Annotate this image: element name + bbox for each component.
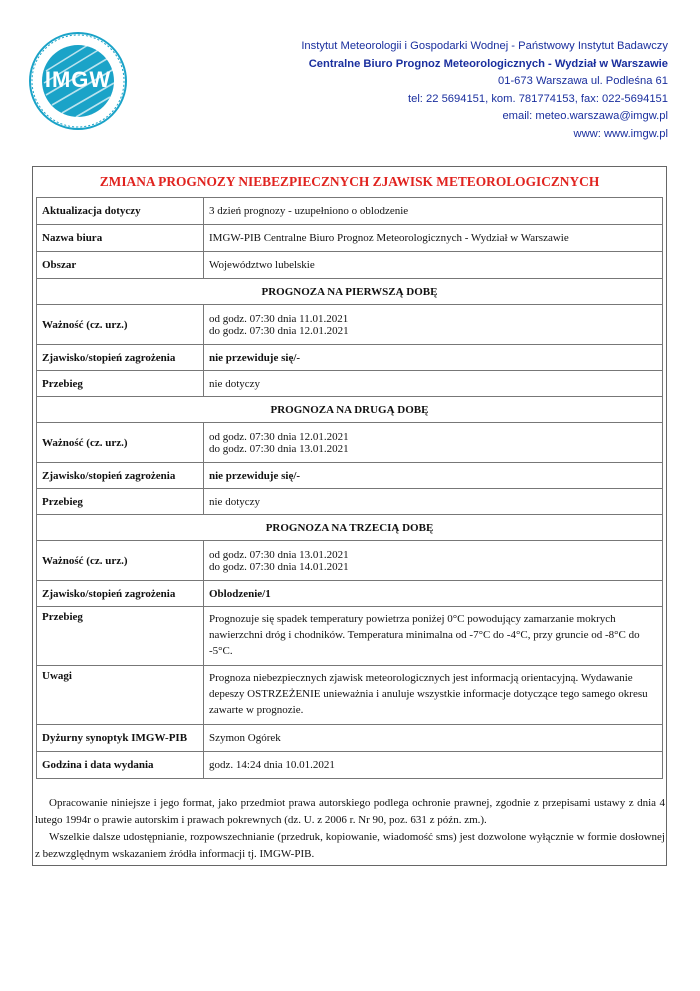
section-heading: PROGNOZA NA DRUGĄ DOBĘ xyxy=(37,397,663,423)
logo-text: IMGW xyxy=(44,67,112,92)
forecaster-value: Szymon Ogórek xyxy=(204,725,663,752)
section-heading: PROGNOZA NA PIERWSZĄ DOBĘ xyxy=(37,279,663,305)
valid-from: od godz. 07:30 dnia 11.01.2021 xyxy=(209,312,349,325)
table-row xyxy=(37,252,663,279)
table-row xyxy=(37,666,663,725)
row-label: Aktualizacja dotyczy xyxy=(37,198,204,225)
row-label: Zjawisko/stopień zagrożenia xyxy=(37,581,204,607)
table-row xyxy=(37,198,663,225)
table-row xyxy=(37,345,663,371)
section-row xyxy=(37,397,663,423)
row-value: IMGW-PIB Centralne Biuro Prognoz Meteorologicznych - Wydział w Warszawie xyxy=(204,225,663,252)
copyright-paragraph: Opracowanie niniejsze i jego format, jako przedmiot prawa autorskiego podlega ochronie prawnej, zgodnie z przepisami ustawy z dnia 4 lutego 1994r o prawie autorskim i prawach pokrewnych (dz. U. z 2006 r. Nr 90, poz. 631 z późn. zm.). xyxy=(35,797,665,826)
course-value: nie dotyczy xyxy=(204,489,663,515)
row-label: Ważność (cz. urz.) xyxy=(37,541,204,581)
row-label: Przebieg xyxy=(37,371,204,397)
table-row xyxy=(37,305,663,345)
table-row xyxy=(37,463,663,489)
valid-from: od godz. 07:30 dnia 13.01.2021 xyxy=(209,548,349,561)
table-row xyxy=(37,581,663,607)
row-label: Przebieg xyxy=(37,607,204,666)
website-link[interactable]: www: www.imgw.pl xyxy=(573,127,668,140)
email-link[interactable]: email: meteo.warszawa@imgw.pl xyxy=(502,110,668,123)
row-label: Uwagi xyxy=(37,666,204,725)
phenomenon-value: nie przewiduje się/- xyxy=(204,463,663,489)
table-row xyxy=(37,725,663,752)
table-row xyxy=(37,371,663,397)
copyright-notice xyxy=(35,795,665,863)
valid-to: do godz. 07:30 dnia 13.01.2021 xyxy=(209,442,349,455)
section-row xyxy=(37,515,663,541)
distribution-paragraph: Wszelkie dalsze udostępnianie, rozpowszechnianie (przedruk, kopiowanie, wiadomość sms) jest dozwolone wyłącznie w formie dosłownej z bezwzględnym wskazaniem źródła informacji tj. IMGW-PIB. xyxy=(35,831,665,860)
row-label: Dyżurny synoptyk IMGW-PIB xyxy=(37,725,204,752)
row-label: Zjawisko/stopień zagrożenia xyxy=(37,463,204,489)
table-row xyxy=(37,752,663,779)
remarks-value: Prognoza niebezpiecznych zjawisk meteorologicznych jest informacją orientacyjną. Wydawanie depeszy OSTRZEŻENIE unieważnia i anuluje wszystkie informacje dotyczące tego samego okresu zawarte w prognozie. xyxy=(204,666,663,725)
phenomenon-value: Oblodzenie/1 xyxy=(204,581,663,607)
table-row xyxy=(37,225,663,252)
validity-value xyxy=(204,305,663,345)
course-value: Prognozuje się spadek temperatury powietrza poniżej 0°C powodujący zamarzanie mokrych nawierzchni dróg i chodników. Temperatura minimalna od -7°C do -4°C, przy gruncie od -8°C do -5°C. xyxy=(204,607,663,666)
forecast-box xyxy=(32,166,667,866)
row-value: Województwo lubelskie xyxy=(204,252,663,279)
row-value: 3 dzień prognozy - uzupełniono o oblodzenie xyxy=(204,198,663,225)
phone: tel: 22 5694151, kom. 781774153, fax: 022-5694151 xyxy=(407,92,668,105)
row-label: Przebieg xyxy=(37,489,204,515)
row-label: Zjawisko/stopień zagrożenia xyxy=(37,345,204,371)
institute-header xyxy=(301,38,668,144)
row-label: Obszar xyxy=(37,252,204,279)
validity-value xyxy=(204,541,663,581)
row-label: Ważność (cz. urz.) xyxy=(37,305,204,345)
valid-to: do godz. 07:30 dnia 14.01.2021 xyxy=(209,560,349,573)
row-label: Ważność (cz. urz.) xyxy=(37,423,204,463)
table-row xyxy=(37,489,663,515)
address: 01-673 Warszawa ul. Podleśna 61 xyxy=(498,75,668,88)
office-name: Centralne Biuro Prognoz Meteorologicznych - Wydział w Warszawie xyxy=(308,57,668,70)
section-row xyxy=(37,279,663,305)
forecast-table xyxy=(36,197,663,779)
valid-from: od godz. 07:30 dnia 12.01.2021 xyxy=(209,430,349,443)
row-label: Godzina i data wydania xyxy=(37,752,204,779)
phenomenon-value: nie przewiduje się/- xyxy=(204,345,663,371)
row-label: Nazwa biura xyxy=(37,225,204,252)
document-title: ZMIANA PROGNOZY NIEBEZPIECZNYCH ZJAWISK METEOROLOGICZNYCH xyxy=(99,174,600,189)
table-row xyxy=(37,541,663,581)
section-heading: PROGNOZA NA TRZECIĄ DOBĘ xyxy=(37,515,663,541)
validity-value xyxy=(204,423,663,463)
table-row xyxy=(37,607,663,666)
issued-value: godz. 14:24 dnia 10.01.2021 xyxy=(204,752,663,779)
institute-name: Instytut Meteorologii i Gospodarki Wodnej - Państwowy Instytut Badawczy xyxy=(301,40,668,52)
table-row xyxy=(37,423,663,463)
imgw-logo xyxy=(28,31,128,131)
valid-to: do godz. 07:30 dnia 12.01.2021 xyxy=(209,324,349,337)
course-value: nie dotyczy xyxy=(204,371,663,397)
